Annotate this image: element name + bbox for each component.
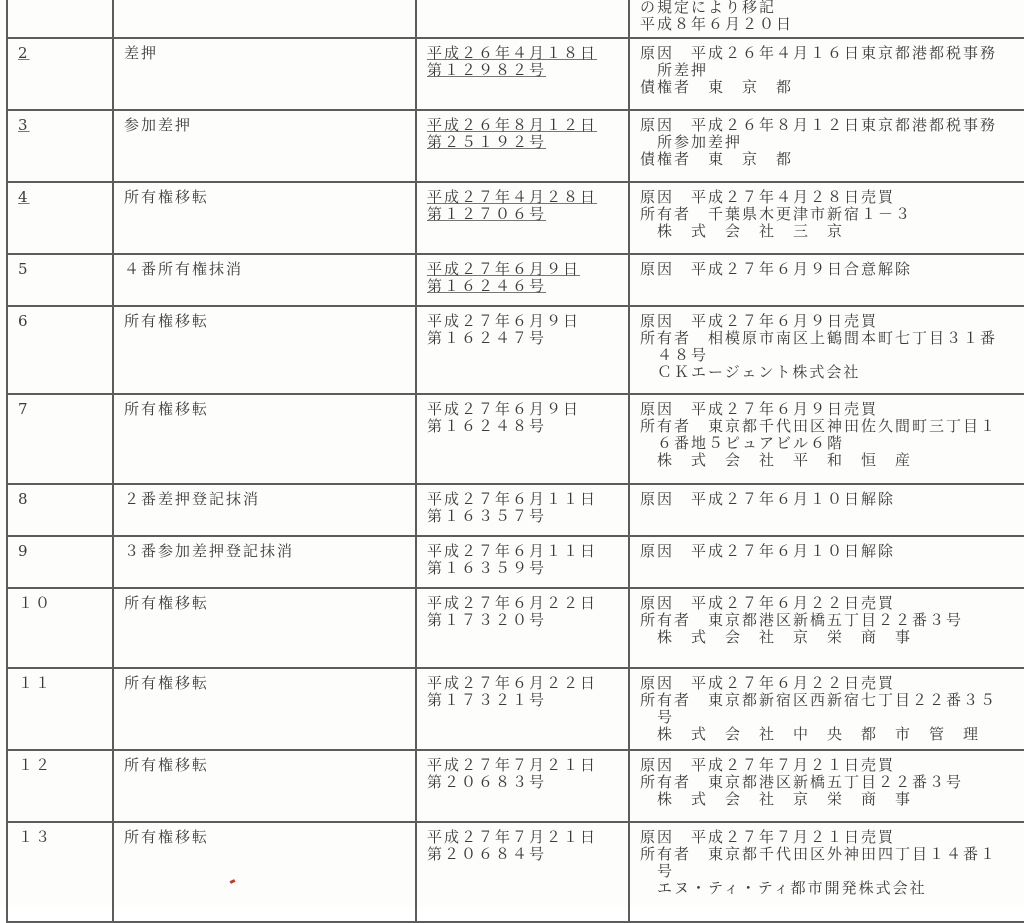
cause-line: 所有者 東京都千代田区神田佐久間町三丁目１ [640, 417, 998, 435]
rank-number-cell [7, 182, 113, 254]
cause-line: ＣＫエージェント株式会社 [640, 363, 861, 381]
table-row [7, 0, 1024, 38]
receipt-number: 第１６２４６号 [427, 277, 547, 295]
registration-purpose: ２番差押登記抹消 [124, 490, 261, 508]
registration-purpose: 所有権移転 [124, 188, 210, 206]
cause-line: 原因 平成２６年４月１６日東京都港都税事務 [640, 44, 998, 62]
cause-line: 号 [640, 708, 675, 726]
table-row [7, 588, 1024, 668]
registration-purpose-cell [113, 306, 416, 394]
registration-purpose-cell [113, 182, 416, 254]
receipt-date: 平成２７年６月１１日 [427, 490, 598, 508]
cause-line: 原因 平成２７年６月９日売買 [640, 312, 879, 330]
rank-number: １１ [18, 674, 53, 692]
cause-line: 株 式 会 社 平 和 恒 産 [640, 451, 913, 469]
receipt-number: 第１２９８２号 [427, 61, 547, 79]
receipt-date-number-cell [416, 182, 629, 254]
cause-line: 所有者 東京都新宿区西新宿七丁目２２番３５ [640, 691, 998, 709]
receipt-number: 第１６３５９号 [427, 559, 547, 577]
registration-purpose-cell [113, 110, 416, 182]
table-row [7, 822, 1024, 922]
table-row [7, 38, 1024, 110]
cause-line: 原因 平成２７年７月２１日売買 [640, 828, 896, 846]
cause-line: ６番地５ピュアビル６階 [640, 434, 845, 452]
registration-purpose: 所有権移転 [124, 828, 210, 846]
rank-number: 7 [18, 400, 30, 418]
rank-number: 5 [18, 260, 30, 278]
receipt-number: 第１６２４７号 [427, 329, 547, 347]
rank-number: 6 [18, 312, 30, 330]
registration-purpose: 所有権移転 [124, 674, 210, 692]
rights-holder-cause-cell [629, 0, 1024, 38]
receipt-number: 第１２７０６号 [427, 205, 547, 223]
rank-number-cell [7, 0, 113, 38]
registration-purpose: 所有権移転 [124, 756, 210, 774]
table-row [7, 394, 1024, 484]
cause-line: の規定により移記 [640, 0, 777, 16]
table-row [7, 484, 1024, 536]
registration-purpose: 所有権移転 [124, 594, 210, 612]
receipt-date-number-cell [416, 588, 629, 668]
cause-line: 号 [640, 862, 675, 880]
registration-purpose-cell [113, 536, 416, 588]
cause-line: エヌ・ティ・ティ都市開発株式会社 [640, 879, 927, 897]
cause-line: 所差押 [640, 61, 709, 79]
rank-number-cell [7, 588, 113, 668]
rank-number: 4 [18, 188, 30, 206]
registration-purpose-cell [113, 588, 416, 668]
cause-line: 株 式 会 社 京 栄 商 事 [640, 790, 913, 808]
receipt-date: 平成２７年６月９日 [427, 260, 581, 278]
registration-purpose: 参加差押 [124, 116, 193, 134]
cause-line: 株 式 会 社 京 栄 商 事 [640, 628, 913, 646]
rank-number-cell [7, 38, 113, 110]
cause-line: 原因 平成２７年６月９日合意解除 [640, 260, 913, 278]
rank-number: 2 [18, 44, 30, 62]
rank-number: １０ [18, 594, 53, 612]
cause-line: 株 式 会 社 三 京 [640, 222, 845, 240]
registration-purpose-cell [113, 750, 416, 822]
rank-number-cell [7, 110, 113, 182]
receipt-date-number-cell [416, 536, 629, 588]
rank-number: １３ [18, 828, 53, 846]
receipt-number: 第２５１９２号 [427, 133, 547, 151]
cause-line: 原因 平成２７年７月２１日売買 [640, 756, 896, 774]
receipt-date: 平成２７年６月２２日 [427, 594, 598, 612]
rank-number-cell [7, 668, 113, 750]
rights-holder-cause-cell [629, 750, 1024, 822]
receipt-date: 平成２７年７月２１日 [427, 756, 598, 774]
receipt-date-number-cell [416, 0, 629, 38]
receipt-date: 平成２６年８月１２日 [427, 116, 598, 134]
rank-number-cell [7, 306, 113, 394]
cause-line: 原因 平成２７年４月２８日売買 [640, 188, 896, 206]
cause-line: 原因 平成２７年６月２２日売買 [640, 594, 896, 612]
cause-line: 債権者 東 京 都 [640, 150, 794, 168]
receipt-date-number-cell [416, 484, 629, 536]
cause-line: 株 式 会 社 中 央 都 市 管 理 [640, 725, 981, 743]
registration-purpose-cell [113, 668, 416, 750]
registration-purpose-cell [113, 38, 416, 110]
cause-line: 原因 平成２７年６月１０日解除 [640, 490, 896, 508]
cause-line: 原因 平成２７年６月９日売買 [640, 400, 879, 418]
registration-purpose: 所有権移転 [124, 400, 210, 418]
receipt-date-number-cell [416, 306, 629, 394]
receipt-date-number-cell [416, 254, 629, 306]
rank-number-cell [7, 750, 113, 822]
registration-purpose-cell [113, 0, 416, 38]
rights-holder-cause-cell [629, 484, 1024, 536]
registration-purpose-cell [113, 254, 416, 306]
cause-line: 所有者 東京都港区新橋五丁目２２番３号 [640, 611, 964, 629]
table-row [7, 254, 1024, 306]
receipt-number: 第１６３５７号 [427, 507, 547, 525]
rights-holder-cause-cell [629, 182, 1024, 254]
rights-holder-cause-cell [629, 668, 1024, 750]
cause-line: 原因 平成２７年６月２２日売買 [640, 674, 896, 692]
receipt-date: 平成２６年４月１８日 [427, 44, 598, 62]
rights-holder-cause-cell [629, 306, 1024, 394]
receipt-number: 第２０６８３号 [427, 773, 547, 791]
table-row [7, 750, 1024, 822]
receipt-date: 平成２７年６月２２日 [427, 674, 598, 692]
registry-table [6, 0, 1024, 923]
cause-line: 所有者 千葉県木更津市新宿１－３ [640, 205, 913, 223]
registration-purpose: 所有権移転 [124, 312, 210, 330]
receipt-date: 平成２７年６月９日 [427, 312, 581, 330]
receipt-date: 平成２７年６月９日 [427, 400, 581, 418]
receipt-number: 第１７３２０号 [427, 611, 547, 629]
registry-table-body [7, 0, 1024, 922]
rank-number-cell [7, 536, 113, 588]
cause-line: 所有者 相模原市南区上鶴間本町七丁目３１番 [640, 329, 998, 347]
rank-number-cell [7, 822, 113, 922]
rights-holder-cause-cell [629, 254, 1024, 306]
cause-line: 平成８年６月２０日 [640, 15, 794, 33]
registration-purpose: ４番所有権抹消 [124, 260, 244, 278]
rank-number: 3 [18, 116, 30, 134]
receipt-number: 第１６２４８号 [427, 417, 547, 435]
receipt-date-number-cell [416, 668, 629, 750]
rights-holder-cause-cell [629, 110, 1024, 182]
registration-purpose-cell [113, 484, 416, 536]
table-row [7, 668, 1024, 750]
rank-number: １２ [18, 756, 53, 774]
receipt-date-number-cell [416, 750, 629, 822]
table-row [7, 306, 1024, 394]
cause-line: 所有者 東京都港区新橋五丁目２２番３号 [640, 773, 964, 791]
registration-purpose-cell [113, 394, 416, 484]
rights-holder-cause-cell [629, 394, 1024, 484]
rank-number-cell [7, 254, 113, 306]
rank-number: 8 [18, 490, 30, 508]
rank-number-cell [7, 394, 113, 484]
receipt-date: 平成２７年７月２１日 [427, 828, 598, 846]
rank-number: 9 [18, 542, 30, 560]
table-row [7, 182, 1024, 254]
rights-holder-cause-cell [629, 822, 1024, 922]
table-row [7, 536, 1024, 588]
receipt-date-number-cell [416, 822, 629, 922]
receipt-number: 第１７３２１号 [427, 691, 547, 709]
cause-line: 債権者 東 京 都 [640, 78, 794, 96]
rights-holder-cause-cell [629, 536, 1024, 588]
cause-line: 原因 平成２７年６月１０日解除 [640, 542, 896, 560]
cause-line: ４８号 [640, 346, 709, 364]
receipt-date-number-cell [416, 394, 629, 484]
receipt-date-number-cell [416, 38, 629, 110]
rank-number-cell [7, 484, 113, 536]
rights-holder-cause-cell [629, 38, 1024, 110]
registration-purpose: 差押 [124, 44, 159, 62]
registration-purpose-cell [113, 822, 416, 922]
receipt-date: 平成２７年６月１１日 [427, 542, 598, 560]
rights-holder-cause-cell [629, 588, 1024, 668]
table-row [7, 110, 1024, 182]
receipt-date-number-cell [416, 110, 629, 182]
receipt-date: 平成２７年４月２８日 [427, 188, 598, 206]
receipt-number: 第２０６８４号 [427, 845, 547, 863]
cause-line: 所参加差押 [640, 133, 743, 151]
cause-line: 所有者 東京都千代田区外神田四丁目１４番１ [640, 845, 998, 863]
cause-line: 原因 平成２６年８月１２日東京都港都税事務 [640, 116, 998, 134]
registration-purpose: ３番参加差押登記抹消 [124, 542, 295, 560]
